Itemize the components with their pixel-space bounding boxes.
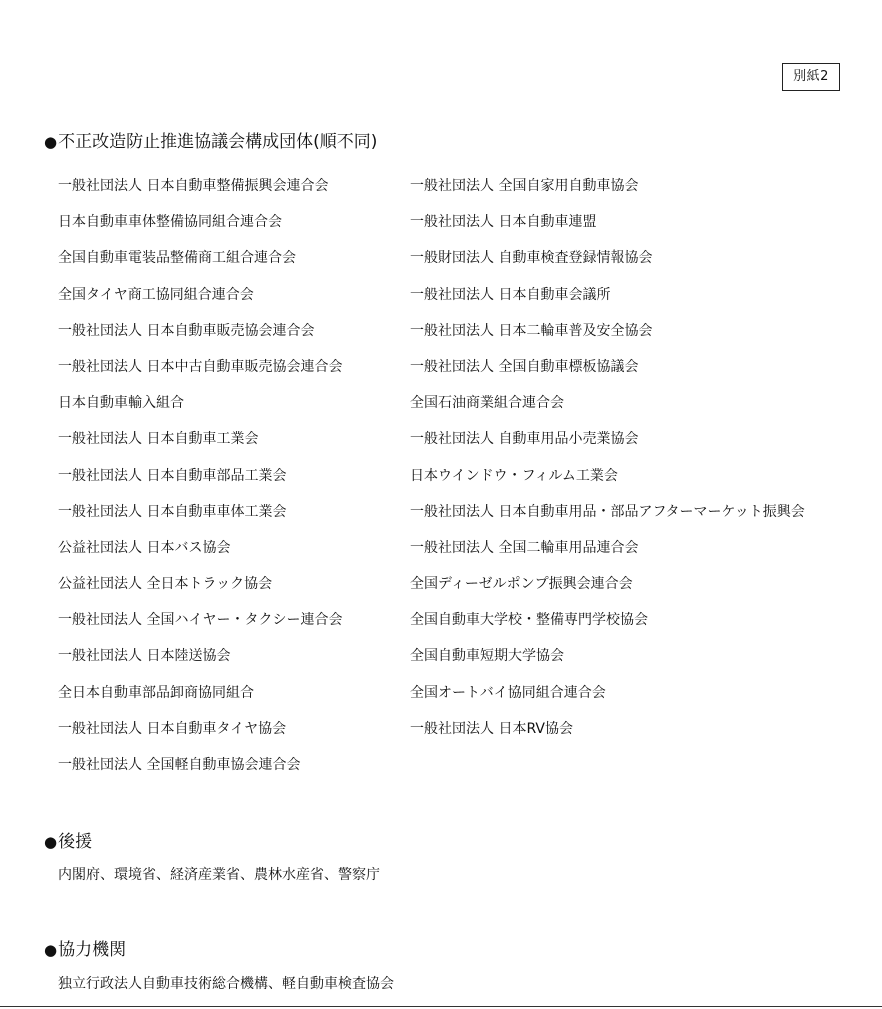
cooperation-organizations: 独立行政法人自動車技術総合機構、軽自動車検査協会 [58, 976, 394, 992]
member-row [58, 248, 858, 284]
member-organization-right: 日本ウインドウ・フィルム工業会 [410, 467, 618, 484]
member-organization-right: 一般社団法人 日本自動車会議所 [410, 286, 611, 303]
member-organizations-list [58, 176, 858, 791]
member-organization-right: 一般社団法人 全国自家用自動車協会 [410, 178, 639, 194]
member-row [58, 429, 858, 465]
member-row [58, 574, 858, 610]
member-organization-left: 一般社団法人 日本自動車部品工業会 [58, 467, 287, 484]
member-organization-left: 一般社団法人 日本自動車タイヤ協会 [58, 720, 287, 737]
bullet-icon: ● [44, 833, 58, 851]
members-heading-text: 不正改造防止推進協議会構成団体(順不同) [58, 132, 378, 152]
member-organization-right: 全国自動車大学校・整備専門学校協会 [410, 612, 648, 629]
member-row [58, 646, 858, 682]
member-row [58, 176, 858, 212]
members-heading [44, 127, 377, 152]
support-heading-text: 後援 [58, 832, 93, 852]
member-row [58, 755, 858, 791]
cooperation-heading [44, 935, 126, 960]
member-organization-left: 一般社団法人 日本自動車販売協会連合会 [58, 322, 315, 339]
member-organization-left: 全日本自動車部品卸商協同組合 [58, 684, 254, 701]
member-row [58, 610, 858, 646]
member-organization-left: 日本自動車輸入組合 [58, 395, 184, 412]
member-organization-left: 全国自動車電装品整備商工組合連合会 [58, 250, 296, 267]
bullet-icon: ● [44, 133, 58, 151]
member-organization-left: 一般社団法人 日本陸送協会 [58, 648, 231, 665]
member-organization-left: 一般社団法人 日本自動車整備振興会連合会 [58, 178, 329, 194]
member-row [58, 357, 858, 393]
cooperation-heading-text: 協力機関 [58, 940, 127, 960]
member-organization-right: 全国石油商業組合連合会 [410, 395, 564, 412]
member-organization-left: 一般社団法人 日本中古自動車販売協会連合会 [58, 358, 343, 375]
bottom-divider [0, 1006, 882, 1007]
member-organization-right: 全国オートバイ協同組合連合会 [410, 684, 606, 701]
member-row [58, 683, 858, 719]
member-organization-right: 一般社団法人 日本自動車用品・部品アフターマーケット振興会 [410, 503, 805, 520]
member-organization-right: 全国ディーゼルポンプ振興会連合会 [410, 576, 633, 593]
member-organization-left: 一般社団法人 全国軽自動車協会連合会 [58, 757, 301, 773]
member-organization-right: 全国自動車短期大学協会 [410, 648, 564, 665]
member-organization-left: 公益社団法人 日本バス協会 [58, 539, 231, 556]
support-heading [44, 827, 92, 852]
bullet-icon: ● [44, 941, 58, 959]
member-row [58, 321, 858, 357]
member-organization-right: 一般社団法人 日本自動車連盟 [410, 214, 597, 231]
member-organization-right: 一般社団法人 全国二輪車用品連合会 [410, 539, 639, 556]
member-organization-left: 日本自動車車体整備協同組合連合会 [58, 214, 282, 231]
member-row [58, 538, 858, 574]
member-row [58, 393, 858, 429]
member-organization-left: 公益社団法人 全日本トラック協会 [58, 576, 273, 593]
member-row [58, 719, 858, 755]
member-organization-right: 一般社団法人 日本二輪車普及安全協会 [410, 322, 653, 339]
member-organization-left: 一般社団法人 全国ハイヤー・タクシー連合会 [58, 612, 343, 629]
member-row [58, 502, 858, 538]
member-row [58, 285, 858, 321]
attachment-label: 別紙2 [782, 63, 840, 91]
member-row [58, 466, 858, 502]
member-organization-right: 一般社団法人 自動車用品小売業協会 [410, 431, 639, 448]
member-organization-left: 一般社団法人 日本自動車車体工業会 [58, 503, 287, 520]
member-organization-right: 一般社団法人 日本RV協会 [410, 720, 573, 737]
support-organizations: 内閣府、環境省、経済産業省、農林水産省、警察庁 [58, 867, 380, 883]
member-organization-left: 全国タイヤ商工協同組合連合会 [58, 286, 254, 303]
member-organization-right: 一般社団法人 全国自動車標板協議会 [410, 358, 639, 375]
member-row [58, 212, 858, 248]
member-organization-left: 一般社団法人 日本自動車工業会 [58, 431, 259, 448]
member-organization-right: 一般財団法人 自動車検査登録情報協会 [410, 250, 653, 267]
